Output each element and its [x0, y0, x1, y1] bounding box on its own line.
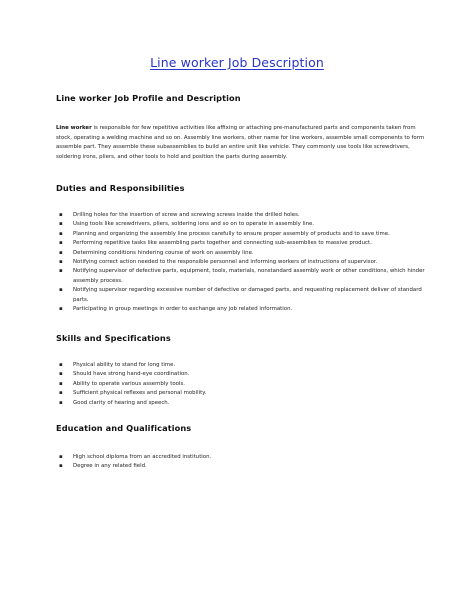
list-item-text: Sufficient physical reflexes and personal mobility.: [73, 390, 207, 397]
list-item-text: Planning and organizing the assembly line process carefully to ensure proper assembly of products and to save time.: [73, 230, 390, 237]
list-item-text: High school diploma from an accredited institution.: [73, 454, 212, 460]
list-item-text: Notifying supervisor of defective parts, equipment, tools, materials, nonstandard assembly work or other conditions, which hinder assembly process.: [73, 268, 425, 284]
bullet-icon: ▪: [59, 259, 63, 266]
bullet-icon: ▪: [59, 380, 63, 387]
list-item: [59, 389, 429, 398]
list-item-text: Participating in group meetings in order to exchange any job related information.: [73, 306, 293, 313]
list-item: [59, 286, 429, 305]
bullet-icon: ▪: [59, 240, 63, 247]
list-item-text: Good clarity of hearing and speech.: [73, 399, 170, 406]
bullet-icon: ▪: [59, 212, 63, 218]
list-item-text: Determining conditions hindering course of work on assembly line.: [73, 249, 254, 256]
list-item-text: Notifying supervisor regarding excessive number of defective or damaged parts, and requesting replacement deliver of standard parts.: [73, 287, 422, 303]
list-item: [59, 267, 429, 286]
list-item-text: Using tools like screwdrivers, pliers, soldering ions and so on to operate in assembly line.: [73, 221, 315, 228]
list-item: [59, 305, 429, 314]
list-item: [59, 399, 429, 408]
list-item-text: Notifying correct action needed to the responsible personnel and informing workers of instructions of supervisor.: [73, 259, 378, 266]
skills-list: [59, 361, 429, 408]
skills-heading: Skills and Specifications: [56, 333, 171, 343]
list-item: [59, 239, 429, 248]
bullet-icon: ▪: [59, 463, 63, 470]
bullet-icon: ▪: [59, 249, 63, 256]
list-item-text: Drilling holes for the insertion of screw and screwing screws inside the drilled holes.: [73, 212, 300, 218]
document-title[interactable]: Line worker Job Description: [150, 55, 324, 70]
list-item-text: Physical ability to stand for long time.: [73, 362, 176, 368]
bullet-icon: ▪: [59, 230, 63, 237]
list-item-text: Degree in any related field.: [73, 463, 147, 470]
list-item-text: Should have strong hand-eye coordination.: [73, 371, 190, 378]
list-item: [59, 230, 429, 239]
list-item: [59, 258, 429, 267]
bullet-icon: ▪: [59, 399, 63, 406]
bullet-icon: ▪: [59, 390, 63, 397]
list-item: [59, 453, 429, 462]
bullet-icon: ▪: [59, 287, 63, 294]
education-list: [59, 453, 429, 472]
profile-lead-term: Line worker: [56, 125, 92, 131]
list-item: [59, 462, 429, 471]
bullet-icon: ▪: [59, 371, 63, 378]
bullet-icon: ▪: [59, 306, 63, 313]
list-item-text: Ability to operate various assembly tools.: [73, 380, 185, 387]
list-item: [59, 249, 429, 258]
profile-text: is responsible for few repetitive activities like affixing or attaching pre-manufactured parts and components taken from stock, operating a welding machine and so on. Assembly line workers, other name for line workers, assemble small components to form assemble part. They assemble these subassemblies to build an entire unit like vehicle. They commonly use tools like screwdrivers, soldering irons, pliers, and other tools to hold and position the parts during assembly.: [56, 125, 425, 160]
list-item: [59, 220, 429, 229]
list-item: [59, 211, 429, 220]
bullet-icon: ▪: [59, 454, 63, 460]
duties-heading: Duties and Responsibilities: [56, 183, 185, 193]
bullet-icon: ▪: [59, 221, 63, 228]
duties-list: [59, 211, 429, 314]
education-heading: Education and Qualifications: [56, 423, 192, 433]
list-item: [59, 370, 429, 379]
list-item: [59, 380, 429, 389]
list-item-text: Performing repetitive tasks like assembling parts together and connecting sub-assemblies to massive product.: [73, 240, 372, 247]
profile-heading: Line worker Job Profile and Description: [56, 93, 241, 103]
list-item: [59, 361, 429, 370]
bullet-icon: ▪: [59, 362, 63, 368]
bullet-icon: ▪: [59, 268, 63, 275]
profile-paragraph: [56, 124, 428, 162]
